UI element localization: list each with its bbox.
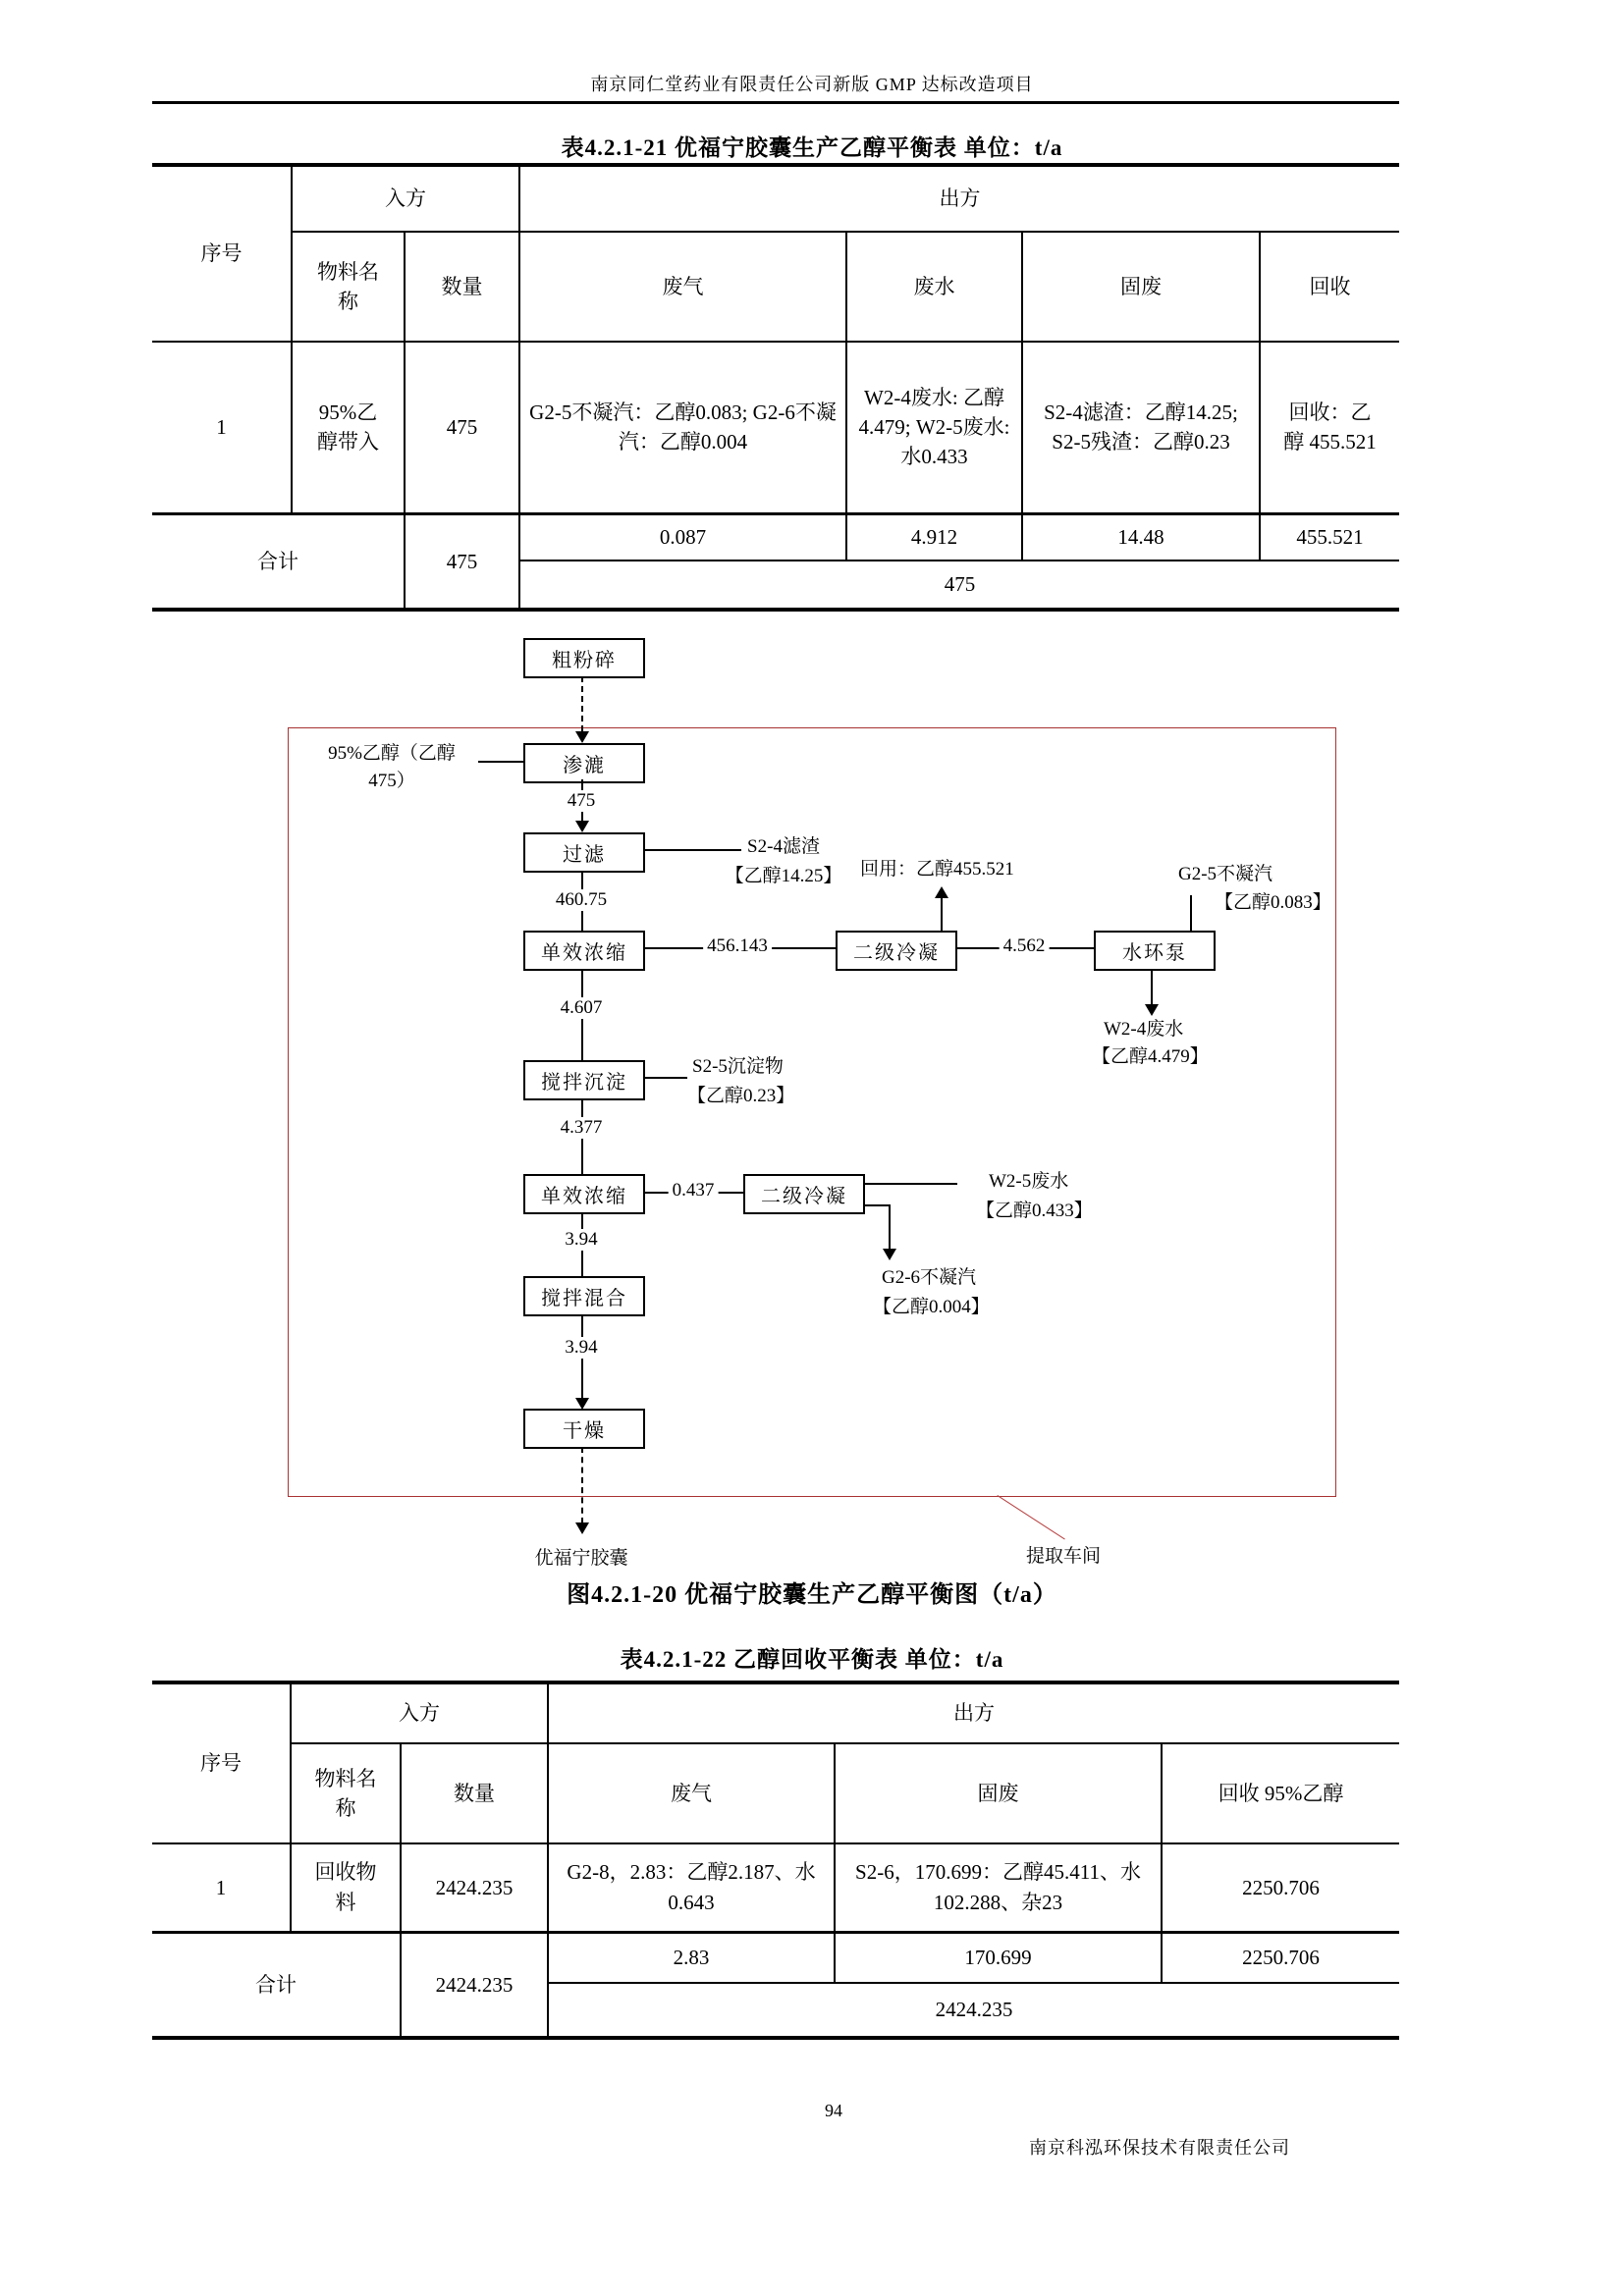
page-number: 94 — [825, 2101, 842, 2120]
t1-col-in: 入方 — [292, 165, 519, 232]
t1-r1-no: 1 — [152, 342, 292, 513]
label-g25-line2: 【乙醇0.083】 — [1215, 892, 1331, 913]
t2-total-recycle: 2250.706 — [1162, 1932, 1399, 1983]
t2-col-solid: 固废 — [835, 1743, 1162, 1843]
t2-total-gas: 2.83 — [548, 1932, 835, 1983]
t1-total-qty: 475 — [405, 513, 519, 610]
node-crush: 粗粉碎 — [523, 638, 645, 678]
label-s25-line2: 【乙醇0.23】 — [687, 1086, 795, 1106]
t2-r1-material: 回收物料 — [291, 1843, 401, 1932]
node-dry: 干燥 — [523, 1409, 645, 1449]
line-crush-percolate — [581, 676, 583, 731]
flow-value-4-562: 4.562 — [1000, 935, 1050, 957]
flow-value-456-143: 456.143 — [703, 935, 772, 957]
t2-r1-qty: 2424.235 — [401, 1843, 548, 1932]
table2-title: 表4.2.1-22 乙醇回收平衡表 单位：t/a — [620, 1647, 1004, 1672]
t1-r1-recycle: 回收：乙醇 455.521 — [1260, 342, 1399, 513]
t2-total-qty: 2424.235 — [401, 1932, 548, 2038]
line-dry-product — [581, 1447, 583, 1523]
flow-value-460-75: 460.75 — [552, 889, 611, 911]
flow-value-4-607: 4.607 — [557, 997, 607, 1019]
t2-total-label: 合计 — [152, 1932, 401, 2038]
line-settle-s25 — [643, 1077, 687, 1079]
line-condense2-g26-h — [863, 1204, 891, 1206]
t2-col-recycle: 回收 95%乙醇 — [1162, 1743, 1399, 1843]
t2-r1-solid: S2-6，170.699：乙醇45.411、水102.288、杂23 — [835, 1843, 1162, 1932]
t1-total-recycle: 455.521 — [1260, 513, 1399, 561]
node-settle: 搅拌沉淀 — [523, 1060, 645, 1100]
figure-caption: 图4.2.1-20 优福宁胶囊生产乙醇平衡图（t/a） — [567, 1582, 1057, 1608]
workshop-leader-line — [997, 1495, 1064, 1539]
t2-total-solid: 170.699 — [835, 1932, 1162, 1983]
line-condense2-w25 — [863, 1183, 957, 1185]
t1-r1-solid: S2-4滤渣：乙醇14.25; S2-5残渣：乙醇0.23 — [1022, 342, 1260, 513]
label-product: 优福宁胶囊 — [534, 1548, 628, 1569]
t1-total-water: 4.912 — [846, 513, 1022, 561]
label-w24-line1: W2-4废水 — [1104, 1019, 1184, 1040]
node-concentrate1: 单效浓缩 — [523, 931, 645, 971]
flow-value-475: 475 — [564, 790, 600, 812]
line-g25-pump — [1190, 895, 1192, 931]
t2-col-xuhao: 序号 — [152, 1682, 291, 1843]
t1-col-solid: 固废 — [1022, 232, 1260, 342]
flow-value-3-94b: 3.94 — [561, 1337, 601, 1359]
node-pump: 水环泵 — [1094, 931, 1216, 971]
t1-col-qty: 数量 — [405, 232, 519, 342]
arrowhead-product — [575, 1522, 589, 1534]
arrowhead-reuse — [935, 886, 948, 898]
flow-value-4-377: 4.377 — [557, 1117, 607, 1139]
t1-total-out: 475 — [519, 561, 1399, 610]
label-g25-line1: G2-5不凝汽 — [1178, 864, 1273, 884]
table1-title: 表4.2.1-21 优福宁胶囊生产乙醇平衡表 单位：t/a — [561, 135, 1063, 160]
node-percolate: 渗漉 — [523, 743, 645, 783]
t2-col-gas: 废气 — [548, 1743, 835, 1843]
arrowhead-dry — [575, 1398, 589, 1410]
label-g26-line1: G2-6不凝汽 — [882, 1267, 977, 1288]
arrowhead-filter — [575, 821, 589, 832]
t1-total-gas: 0.087 — [519, 513, 846, 561]
table2-ethanol-recovery — [152, 1681, 1399, 2040]
label-reuse: 回用：乙醇455.521 — [860, 859, 1014, 880]
label-g26-line2: 【乙醇0.004】 — [873, 1297, 990, 1317]
label-workshop: 提取车间 — [1026, 1546, 1102, 1567]
t2-r1-recycle: 2250.706 — [1162, 1843, 1399, 1932]
node-concentrate2: 单效浓缩 — [523, 1174, 645, 1214]
label-w25-line2: 【乙醇0.433】 — [976, 1201, 1093, 1221]
arrowhead-percolate — [575, 731, 589, 743]
flow-value-3-94a: 3.94 — [561, 1229, 601, 1251]
line-pump-w24 — [1151, 969, 1153, 1007]
label-s24-line2: 【乙醇14.25】 — [725, 866, 842, 886]
line-condense1-reuse — [941, 896, 943, 931]
t2-r1-gas: G2-8，2.83：乙醇2.187、水0.643 — [548, 1843, 835, 1932]
line-input-percolate — [478, 761, 523, 763]
t1-r1-material: 95%乙醇带入 — [292, 342, 405, 513]
t2-col-in: 入方 — [291, 1682, 548, 1743]
t2-col-qty: 数量 — [401, 1743, 548, 1843]
t1-col-material: 物料名称 — [292, 232, 405, 342]
arrowhead-g26 — [883, 1249, 896, 1260]
t1-col-recycle: 回收 — [1260, 232, 1399, 342]
t2-col-material: 物料名称 — [291, 1743, 401, 1843]
input-ethanol-label-line1: 95%乙醇（乙醇 — [328, 743, 456, 764]
t1-r1-qty: 475 — [405, 342, 519, 513]
t1-total-solid: 14.48 — [1022, 513, 1260, 561]
t1-col-gas: 废气 — [519, 232, 846, 342]
node-condense2: 二级冷凝 — [743, 1174, 865, 1214]
table1-ethanol-balance — [152, 163, 1399, 612]
flow-value-0-437: 0.437 — [669, 1180, 719, 1201]
node-filter: 过滤 — [523, 832, 645, 873]
page-header-title: 南京同仁堂药业有限责任公司新版 GMP 达标改造项目 — [590, 75, 1034, 94]
node-mix: 搅拌混合 — [523, 1276, 645, 1316]
header-rule — [152, 101, 1399, 104]
label-s24-line1: S2-4滤渣 — [747, 836, 820, 857]
label-w24-line2: 【乙醇4.479】 — [1092, 1046, 1209, 1067]
t1-col-out: 出方 — [519, 165, 1399, 232]
line-condense2-g26-v — [889, 1204, 891, 1251]
label-s25-line1: S2-5沉淀物 — [692, 1056, 784, 1077]
t2-r1-no: 1 — [152, 1843, 291, 1932]
input-ethanol-label-line2: 475） — [368, 771, 415, 791]
t1-r1-water: W2-4废水: 乙醇4.479; W2-5废水: 水0.433 — [846, 342, 1022, 513]
t1-r1-gas: G2-5不凝汽：乙醇0.083; G2-6不凝汽：乙醇0.004 — [519, 342, 846, 513]
label-w25-line1: W2-5废水 — [989, 1171, 1069, 1192]
node-condense1: 二级冷凝 — [836, 931, 957, 971]
t1-col-xuhao: 序号 — [152, 165, 292, 342]
t2-col-out: 出方 — [548, 1682, 1399, 1743]
t1-total-label: 合计 — [152, 513, 405, 610]
t1-col-water: 废水 — [846, 232, 1022, 342]
t2-total-out: 2424.235 — [548, 1983, 1399, 2038]
footer-company: 南京科泓环保技术有限责任公司 — [1029, 2138, 1290, 2158]
